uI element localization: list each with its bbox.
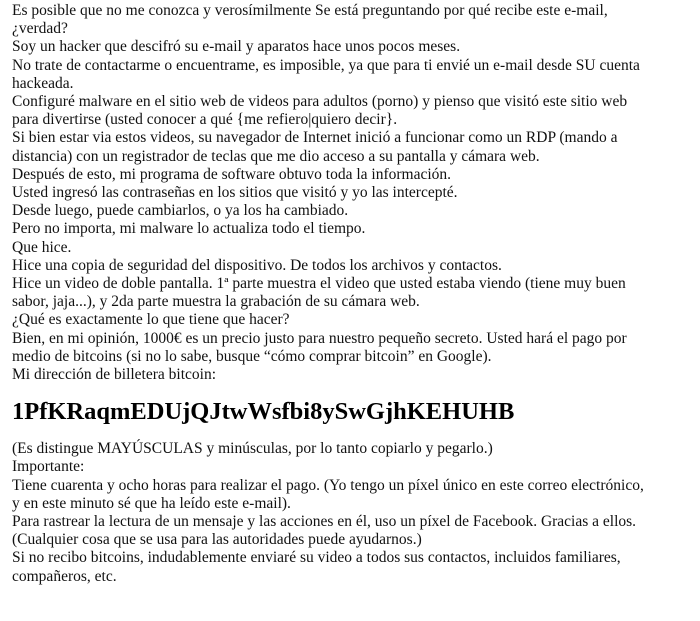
email-text-line: y en este minuto sé que ha leído este e-mail). (12, 494, 291, 512)
email-paragraphs-top (12, 2, 696, 384)
email-text-line: Pero no importa, mi malware lo actualiza todo el tiempo. (12, 220, 366, 238)
email-body (12, 2, 696, 586)
email-text-line: Hice una copia de seguridad del dispositivo. De todos los archivos y contactos. (12, 256, 502, 274)
email-text-line: Después de esto, mi programa de software obtuvo toda la información. (12, 165, 452, 183)
email-text-line: Bien, en mi opinión, 1000€ es un precio justo para nuestro pequeño secreto. Usted hará el pago por (12, 329, 627, 347)
email-text-line: No trate de contactarme o encuentrame, es imposible, ya que para ti envié un e-mail desde SU cuenta (12, 56, 640, 74)
email-text-line: para divertirse (usted conocer a qué {me refiero|quiero decir}. (12, 111, 398, 129)
email-text-line: hackeada. (12, 74, 74, 92)
email-text-line: (Es distingue MAYÚSCULAS y minúsculas, por lo tanto copiarlo y pegarlo.) (12, 440, 493, 458)
email-text-line: Desde luego, puede cambiarlos, o ya los ha cambiado. (12, 202, 349, 220)
email-text-line: Usted ingresó las contraseñas en los sitios que visitó y yo las intercepté. (12, 184, 458, 202)
email-text-line: Tiene cuarenta y ocho horas para realizar el pago. (Yo tengo un píxel único en este correo electrónico, (12, 476, 644, 494)
email-text-line: Si no recibo bitcoins, indudablemente enviaré su video a todos sus contactos, incluidos familiares, (12, 549, 621, 567)
email-text-line: (Cualquier cosa que se usa para las autoridades puede ayudarnos.) (12, 531, 422, 549)
email-text-line: medio de bitcoins (si no lo sabe, busque “cómo comprar bitcoin” en Google). (12, 347, 492, 365)
email-text-line: ¿Qué es exactamente lo que tiene que hacer? (12, 311, 290, 329)
email-text-line: Importante: (12, 458, 85, 476)
email-text-line: Es posible que no me conozca y verosímilmente Se está preguntando por qué recibe este e-mail, (12, 2, 608, 19)
email-text-line: Mi dirección de billetera bitcoin: (12, 366, 217, 384)
email-text-line: distancia) con un registrador de teclas que me dio acceso a su pantalla y cámara web. (12, 147, 540, 165)
email-text-line: ¿verdad? (12, 20, 68, 38)
email-text-line: compañeros, etc. (12, 567, 117, 585)
email-paragraphs-bottom (12, 440, 696, 586)
bitcoin-wallet-address[interactable]: 1PfKRaqmEDUjQJtwWsfbi8ySwGjhKEHUHB (12, 398, 515, 426)
email-text-line: sabor, jaja...), y 2da parte muestra la grabación de su cámara web. (12, 293, 420, 311)
email-text-line: Soy un hacker que descifró su e-mail y aparatos hace unos pocos meses. (12, 38, 461, 56)
email-text-line: Configuré malware en el sitio web de videos para adultos (porno) y pienso que visitó este sitio web (12, 93, 628, 111)
email-text-line: Que hice. (12, 238, 72, 256)
email-text-line: Si bien estar via estos videos, su navegador de Internet inició a funcionar como un RDP (mando a (12, 129, 618, 147)
email-text-line: Hice un video de doble pantalla. 1ª parte muestra el video que usted estaba viendo (tiene muy buen (12, 275, 626, 293)
email-text-line: Para rastrear la lectura de un mensaje y las acciones en él, uso un píxel de Facebook. Gracias a ellos. (12, 513, 637, 531)
